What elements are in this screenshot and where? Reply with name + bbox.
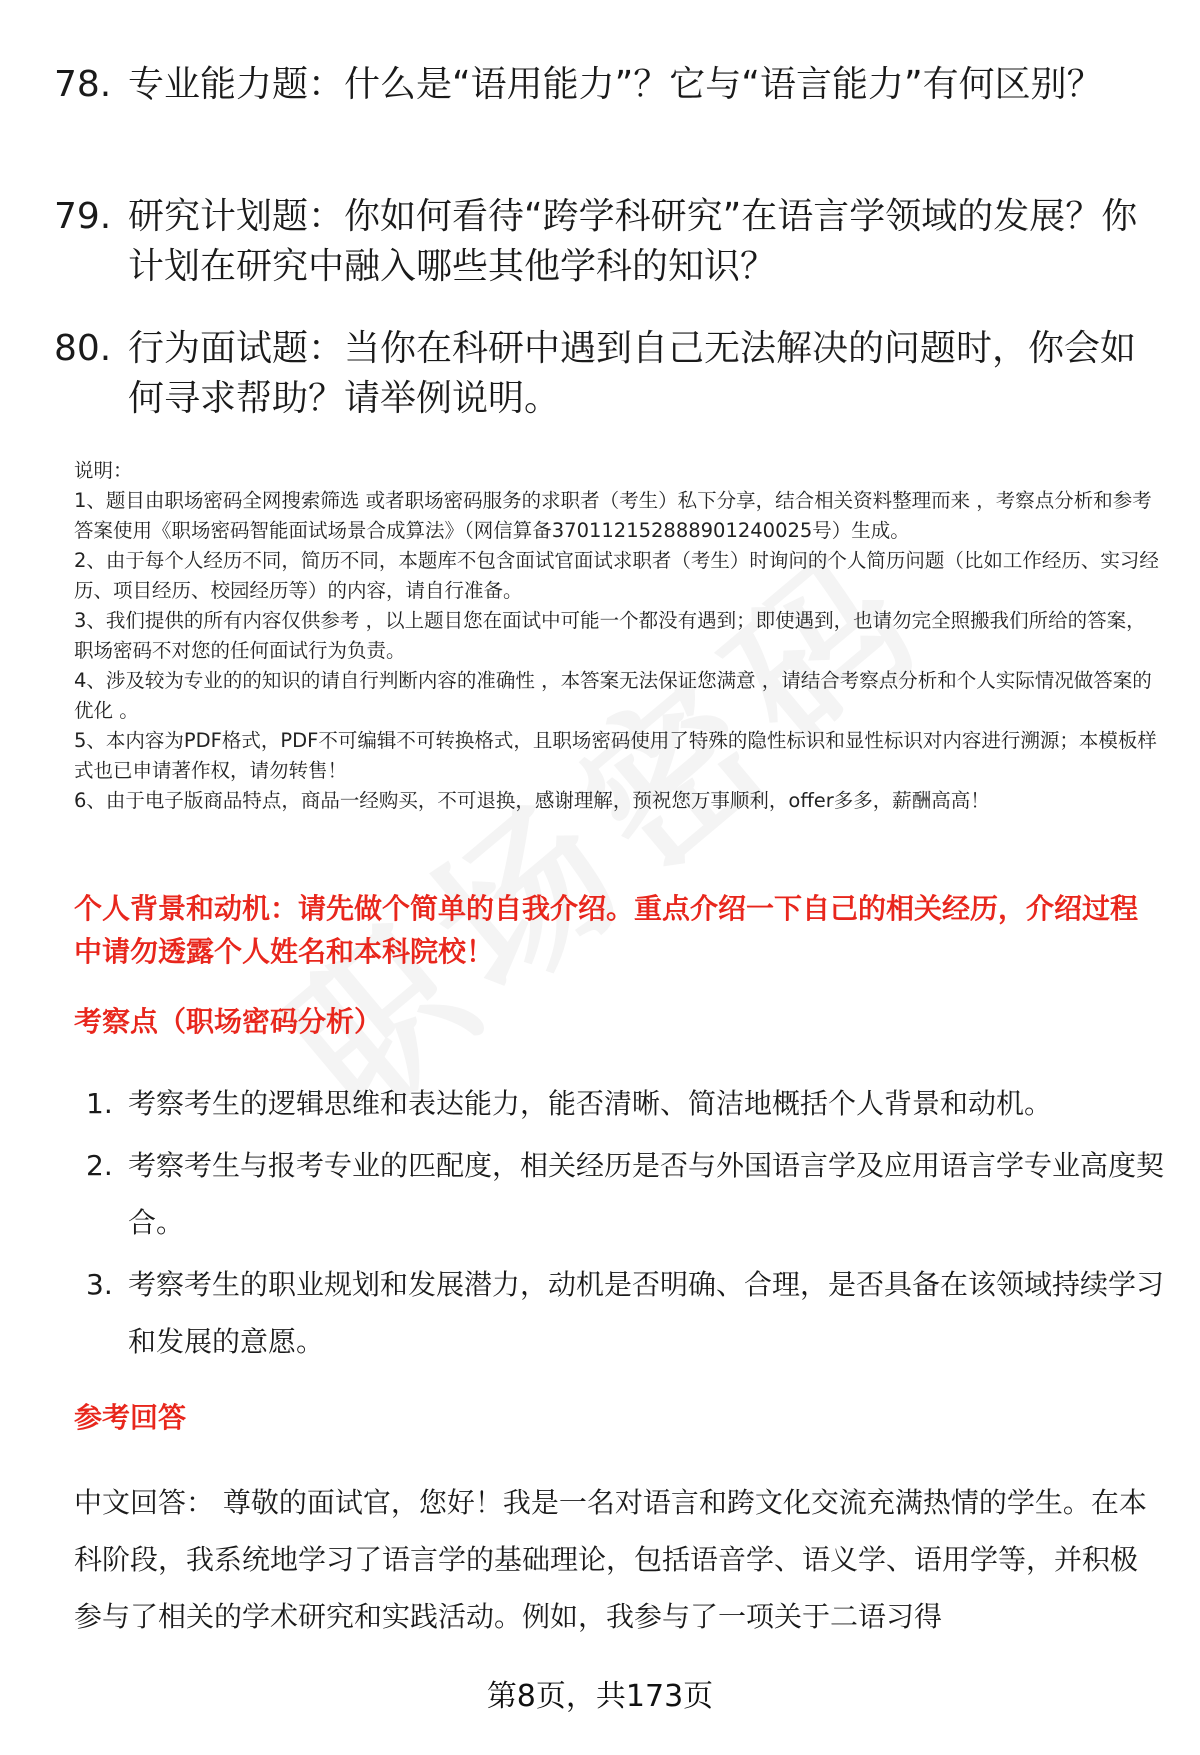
- kaocha-points: [86, 1075, 1166, 1370]
- notes-title: 说明：: [74, 459, 133, 482]
- question-80: [54, 324, 1164, 424]
- question-78: [54, 60, 1164, 110]
- point-number: 3.: [86, 1268, 113, 1301]
- question-number: 78.: [54, 64, 112, 105]
- note-item: 2、由于每个人经历不同，简历不同，本题库不包含面试官面试求职者（考生）时询问的个人简历问题（比如工作经历、实习经历、项目经历、校园经历等）的内容，请自行准备。: [74, 549, 1159, 602]
- answer-heading: 参考回答: [74, 1401, 187, 1434]
- page-footer: 第8页，共173页: [486, 1679, 714, 1714]
- point-text: 考察考生的逻辑思维和表达能力，能否清晰、简洁地概括个人背景和动机。: [128, 1087, 1053, 1120]
- note-item: 5、本内容为PDF格式，PDF不可编辑不可转换格式，且职场密码使用了特殊的隐性标识和显性标识对内容进行溯源；本模板样式也已申请著作权，请勿转售！: [74, 729, 1157, 782]
- answer-text: 中文回答： 尊敬的面试官，您好！我是一名对语言和跨文化交流充满热情的学生。在本科阶段，我系统地学习了语言学的基础理论，包括语音学、语义学、语用学等，并积极参与了相关的学术研究和实践活动。例如，我参与了一项关于二语习得: [74, 1486, 1147, 1633]
- kaocha-point: [86, 1137, 1166, 1251]
- question-text: 研究计划题：你如何看待“跨学科研究”在语言学领域的发展？你计划在研究中融入哪些其他学科的知识？: [128, 196, 1138, 287]
- kaocha-point: [86, 1256, 1166, 1370]
- kaocha-point: [86, 1075, 1166, 1132]
- point-text: 考察考生与报考专业的匹配度，相关经历是否与外国语言学及应用语言学专业高度契合。: [128, 1149, 1165, 1239]
- question-text: 专业能力题：什么是“语用能力”？它与“语言能力”有何区别？: [128, 64, 1103, 105]
- note-item: 6、由于电子版商品特点，商品一经购买，不可退换，感谢理解，预祝您万事顺利，offer多多，薪酬高高！: [74, 789, 990, 812]
- question-79: [54, 192, 1164, 292]
- question-number: 80.: [54, 328, 112, 369]
- background-question: 个人背景和动机：请先做个简单的自我介绍。重点介绍一下自己的相关经历，介绍过程中请勿透露个人姓名和本科院校！: [74, 892, 1139, 968]
- point-text: 考察考生的职业规划和发展潜力，动机是否明确、合理，是否具备在该领域持续学习和发展的意愿。: [128, 1268, 1165, 1358]
- question-text: 行为面试题：当你在科研中遇到自己无法解决的问题时，你会如何寻求帮助？请举例说明。: [128, 328, 1137, 419]
- point-number: 1.: [86, 1087, 113, 1120]
- note-item: 1、题目由职场密码全网搜索筛选 或者职场密码服务的求职者（考生）私下分享，结合相关资料整理而来 ，考察点分析和参考答案使用《职场密码智能面试场景合成算法》（网信算备370112152888901240025号）生成。: [74, 489, 1152, 542]
- kaocha-heading: 考察点（职场密码分析）: [74, 1005, 383, 1038]
- point-number: 2.: [86, 1149, 113, 1182]
- note-item: 4、涉及较为专业的的知识的请自行判断内容的准确性 ，本答案无法保证您满意 ，请结合考察点分析和个人实际情况做答案的优化 。: [74, 669, 1152, 722]
- question-number: 79.: [54, 196, 112, 237]
- note-item: 3、我们提供的所有内容仅供参考 ，以上题目您在面试中可能一个都没有遇到；即使遇到，也请勿完全照搬我们所给的答案，职场密码不对您的任何面试行为负责。: [74, 609, 1146, 662]
- disclaimer-notes: [74, 456, 1160, 816]
